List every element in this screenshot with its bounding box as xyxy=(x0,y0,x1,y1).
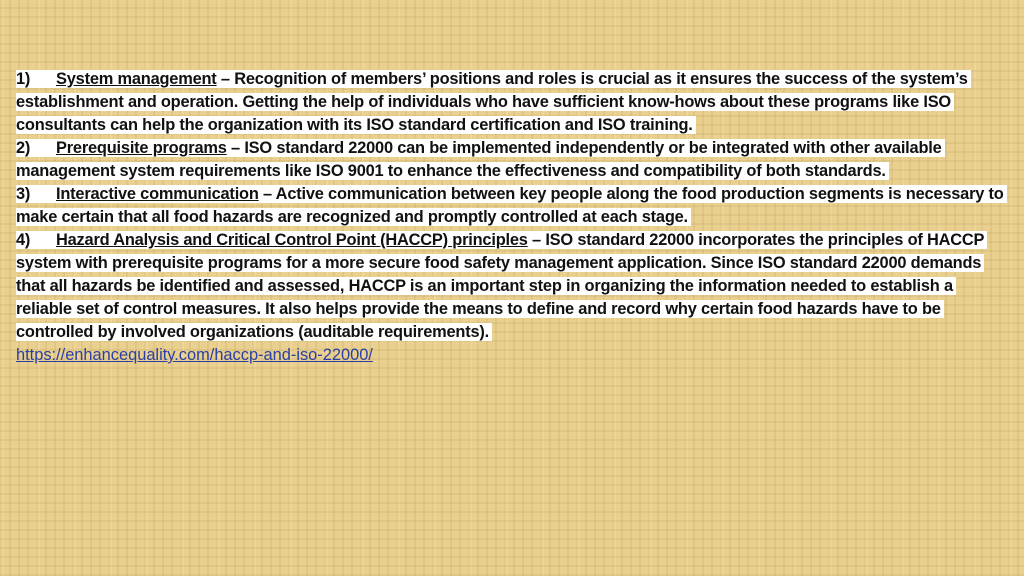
item-heading: Prerequisite programs xyxy=(56,139,227,157)
item-interactive-communication xyxy=(16,183,1008,229)
source-link[interactable]: https://enhancequality.com/haccp-and-iso-22000/ xyxy=(16,346,373,364)
item-number: 4) xyxy=(16,231,31,249)
item-number: 2) xyxy=(16,139,31,157)
item-number: 1) xyxy=(16,70,31,88)
item-prerequisite-programs xyxy=(16,137,1008,183)
item-heading: Interactive communication xyxy=(56,185,259,203)
item-body: – Recognition of members’ positions and roles is crucial as it ensures the success of the system’s establishment and operation. Getting the help of individuals who have sufficient know-hows about these programs like ISO consultants can help the organization with its ISO standard certification and ISO training. xyxy=(16,70,968,134)
item-body: – ISO standard 22000 can be implemented independently or be integrated with other available management system requirements like ISO 9001 to enhance the effectiveness and compatibility of both standards. xyxy=(16,139,942,180)
item-heading: System management xyxy=(56,70,217,88)
item-body: – ISO standard 22000 incorporates the principles of HACCP system with prerequisite programs for a more secure food safety management application. Since ISO standard 22000 demands that all hazards be identified and assessed, HACCP is an important step in organizing the information needed to establish a reliable set of control measures. It also helps provide the means to define and record why certain food hazards have to be controlled by involved organizations (auditable requirements). xyxy=(16,231,984,341)
item-haccp-principles xyxy=(16,229,1008,344)
item-heading: Hazard Analysis and Critical Control Point (HACCP) principles xyxy=(56,231,528,249)
item-body: – Active communication between key people along the food production segments is necessary to make certain that all food hazards are recognized and promptly controlled at each stage. xyxy=(16,185,1004,226)
item-number: 3) xyxy=(16,185,31,203)
item-system-management xyxy=(16,68,1008,137)
content-block xyxy=(16,68,1008,367)
